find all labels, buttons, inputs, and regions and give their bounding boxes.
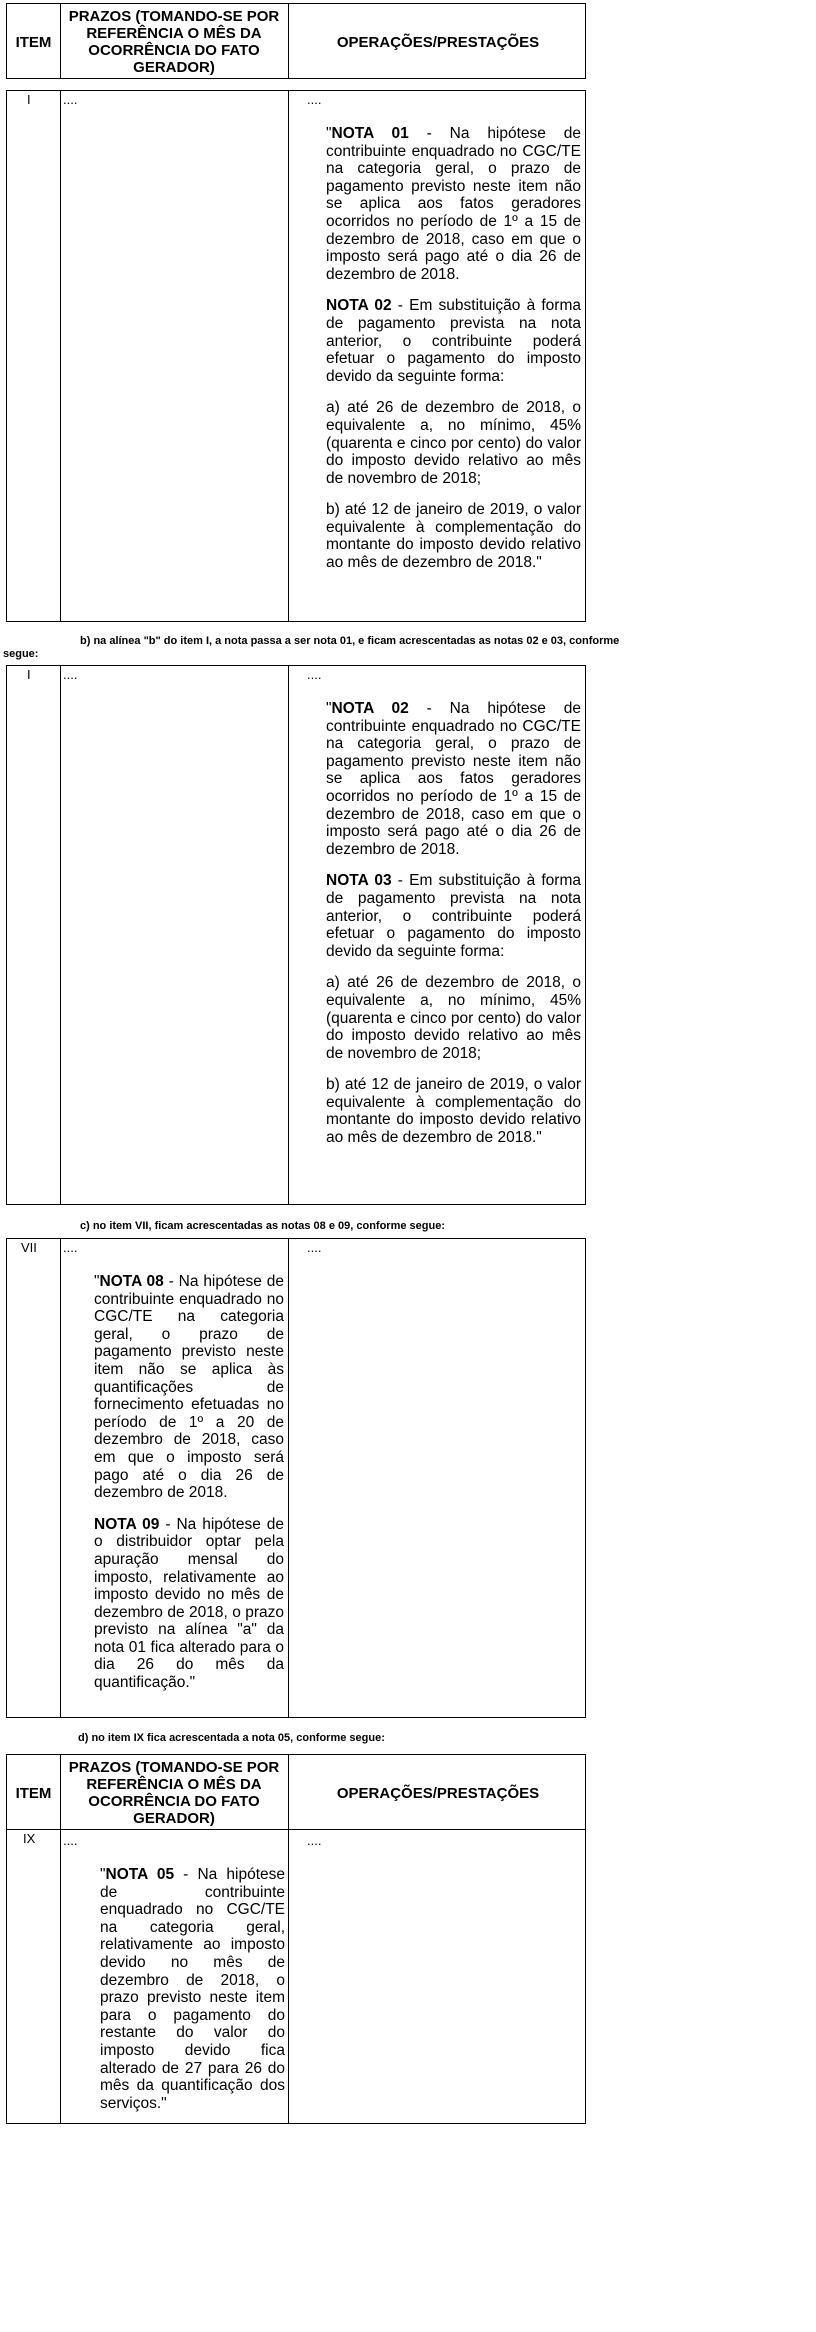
notes-block — [326, 700, 581, 1161]
table-row-item-vii — [6, 1238, 586, 1718]
notes-block — [94, 1273, 284, 1706]
header-operacoes: OPERAÇÕES/PRESTAÇÕES — [336, 33, 540, 51]
prazos-ellipsis: .... — [63, 92, 78, 107]
header-operacoes: OPERAÇÕES/PRESTAÇÕES — [336, 1784, 540, 1802]
item-number: I — [27, 92, 31, 107]
item-number: I — [27, 667, 31, 682]
nota-09: NOTA 09 - Na hipótese de o distribuidor optar pela apuração mensal do imposto, relativamente ao imposto devido no mês de dezembro de 2018, o prazo previsto na alínea "a" da nota 01 fica alterado para o dia 26 do mês da quantificação." — [94, 1515, 285, 1692]
table-header-2 — [6, 1754, 586, 1830]
nota-02: "NOTA 02 - Na hipótese de contribuinte enquadrado no CGC/TE na categoria geral, o prazo de pagamento previsto neste item não se aplica aos fatos geradores ocorridos no período de 1º a 15 de dezembro de 2018, caso em que o imposto será pago até o dia 26 de dezembro de 2018. — [326, 700, 582, 858]
item-number: IX — [23, 1831, 36, 1846]
operacoes-ellipsis: .... — [307, 667, 322, 682]
nota-05: "NOTA 05 - Na hipótese de contribuinte enquadrado no CGC/TE na categoria geral, relativamente ao imposto devido no mês de dezembro de 2018, o prazo previsto neste item para o pagamento do restante do valor do imposto devido fica alterado de 27 para 26 do mês da quantificação dos serviços." — [100, 1866, 285, 2112]
nota-02-item-a: a) até 26 de dezembro de 2018, o equivalente a, no mínimo, 45% (quarenta e cinco por cento) do valor do imposto devido relativo ao mês de novembro de 2018; — [326, 399, 581, 487]
operacoes-ellipsis: .... — [307, 92, 322, 107]
caption-d: d) no item IX fica acrescentada a nota 05, conforme segue: — [78, 1732, 385, 1744]
prazos-ellipsis: .... — [63, 1833, 78, 1848]
header-item: ITEM — [15, 1784, 52, 1802]
nota-02-item-b: b) até 12 de janeiro de 2019, o valor equivalente à complementação do montante do imposto devido relativo ao mês de dezembro de 2018." — [326, 501, 581, 572]
operacoes-ellipsis: .... — [307, 1833, 322, 1848]
notes-block — [326, 125, 581, 586]
table-header — [6, 3, 586, 79]
prazos-ellipsis: .... — [63, 667, 78, 682]
nota-03-item-b: b) até 12 de janeiro de 2019, o valor equivalente à complementação do montante do imposto devido relativo ao mês de dezembro de 2018." — [326, 1076, 581, 1147]
caption-b-line2: segue: — [3, 648, 39, 660]
header-prazos: PRAZOS (TOMANDO-SE POR REFERÊNCIA O MÊS DA OCORRÊNCIA DO FATO GERADOR) — [68, 8, 280, 76]
nota-03-item-a: a) até 26 de dezembro de 2018, o equivalente a, no mínimo, 45% (quarenta e cinco por cento) do valor do imposto devido relativo ao mês de novembro de 2018; — [326, 974, 581, 1062]
header-prazos: PRAZOS (TOMANDO-SE POR REFERÊNCIA O MÊS DA OCORRÊNCIA DO FATO GERADOR) — [68, 1759, 280, 1827]
item-number: VII — [21, 1240, 37, 1255]
table-row-item-ix — [6, 1830, 586, 2124]
caption-c: c) no item VII, ficam acrescentadas as notas 08 e 09, conforme segue: — [80, 1220, 445, 1232]
nota-03: NOTA 03 - Em substituição à forma de pagamento prevista na nota anterior, o contribuinte poderá efetuar o pagamento do imposto devido da seguinte forma: — [326, 872, 581, 960]
header-item: ITEM — [15, 33, 52, 51]
nota-02: NOTA 02 - Em substituição à forma de pagamento prevista na nota anterior, o contribuinte poderá efetuar o pagamento do imposto devido da seguinte forma: — [326, 297, 581, 385]
caption-b-line1: b) na alínea "b" do item I, a nota passa a ser nota 01, e ficam acrescentadas as notas 02 e 03, conforme — [80, 635, 620, 647]
prazos-ellipsis: .... — [63, 1240, 78, 1255]
nota-08: "NOTA 08 - Na hipótese de contribuinte enquadrado no CGC/TE na categoria geral, o prazo de pagamento previsto neste item não se aplica às quantificações de fornecimento efetuadas no período de 1º a 20 de dezembro de 2018, caso em que o imposto será pago até o dia 26 de dezembro de 2018. — [94, 1273, 285, 1502]
operacoes-ellipsis: .... — [307, 1240, 322, 1255]
nota-01: "NOTA 01 - Na hipótese de contribuinte enquadrado no CGC/TE na categoria geral, o prazo de pagamento previsto neste item não se aplica aos fatos geradores ocorridos no período de 1º a 15 de dezembro de 2018, caso em que o imposto será pago até o dia 26 de dezembro de 2018. — [326, 125, 582, 283]
table-row-item-i-b — [6, 665, 586, 1205]
table-row-item-i-a — [6, 90, 586, 622]
notes-block — [100, 1866, 285, 2126]
